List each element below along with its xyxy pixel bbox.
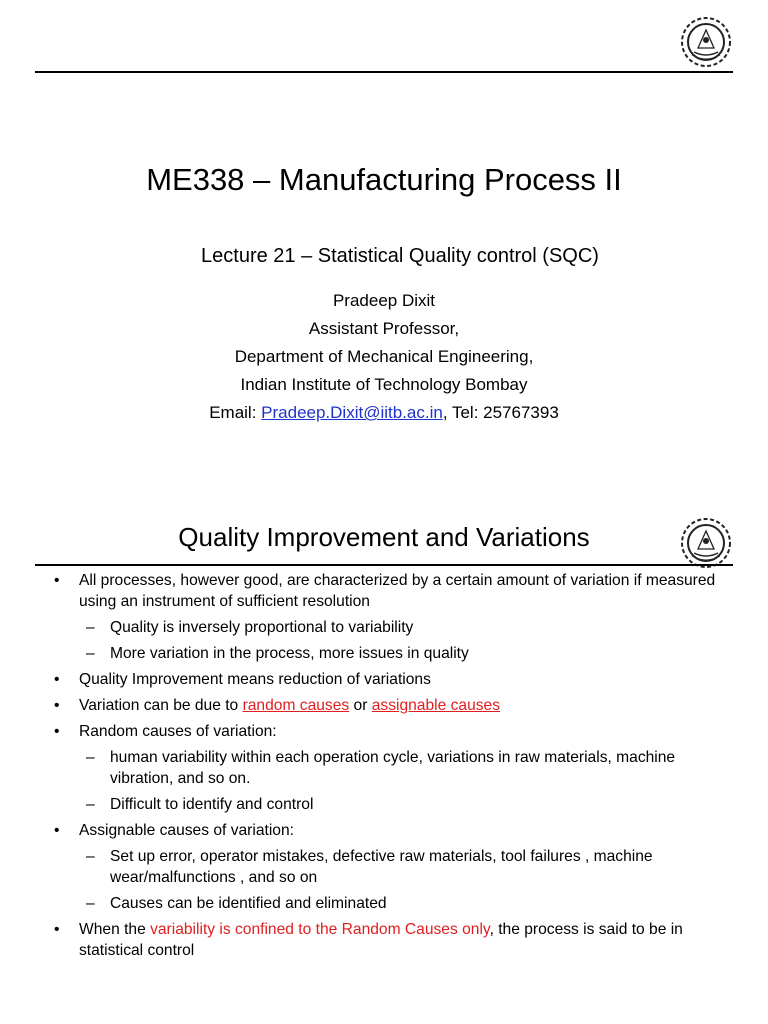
sub-bullet-item [52, 794, 732, 815]
dash-marker: – [86, 619, 95, 636]
author-name: Pradeep Dixit [332, 291, 436, 310]
bullet-item [52, 919, 732, 961]
email-link[interactable]: Pradeep.Dixit@iitb.ac.in [261, 403, 443, 422]
bullet-marker: • [54, 572, 60, 589]
bullet-marker: • [54, 697, 60, 714]
bullet-item [52, 669, 732, 690]
author-institute: Indian Institute of Technology Bombay [240, 375, 528, 394]
sub-bullet-text: Set up error, operator mistakes, defective raw materials, tool failures , machine wear/malfunctions , and so on [110, 848, 653, 886]
sub-bullet-text: Difficult to identify and control [110, 796, 314, 813]
random-causes-highlight: variability is confined to the Random Causes only [150, 921, 490, 938]
bullet-text: Quality Improvement means reduction of variations [79, 671, 431, 688]
title-rule [35, 564, 733, 566]
lecture-course-title: ME338 – Manufacturing Process II [146, 162, 622, 197]
bullet-marker: • [54, 822, 60, 839]
bullet-text: When the [79, 921, 151, 938]
bullet-text: , the process is said to be in statistical control [79, 921, 683, 959]
bullet-text: All processes, however good, are characterized by a certain amount of variation if measured using an instrument of sufficient resolution [79, 572, 716, 610]
sub-bullet-item [52, 643, 732, 664]
author-info [0, 287, 768, 427]
sub-bullet-text: human variability within each operation cycle, variations in raw materials, machine vibration, and so on. [110, 749, 676, 787]
bullet-text: Random causes of variation: [79, 723, 277, 740]
bullet-marker: • [54, 723, 60, 740]
bullet-marker: • [54, 671, 60, 688]
bullet-marker: • [54, 921, 60, 938]
dash-marker: – [86, 848, 95, 865]
bullet-text: Assignable causes of variation: [79, 822, 294, 839]
iit-bombay-logo-icon [678, 14, 734, 70]
dash-marker: – [86, 749, 95, 766]
lecture-subtitle: Lecture 21 – Statistical Quality control (SQC) [201, 245, 599, 267]
email-label: Email: [209, 403, 262, 422]
dash-marker: – [86, 645, 95, 662]
header-rule [35, 71, 733, 73]
title-slide [0, 0, 768, 505]
bullet-item [52, 570, 732, 612]
bullet-text: Variation can be due to [79, 697, 243, 714]
dash-marker: – [86, 895, 95, 912]
bullet-list [52, 570, 732, 966]
author-role: Assistant Professor, [308, 319, 460, 338]
bullet-item [52, 695, 732, 716]
sub-bullet-text: More variation in the process, more issues in quality [110, 645, 469, 662]
sub-bullet-item [52, 846, 732, 888]
contact-line [0, 399, 768, 427]
bullet-text: or [349, 697, 372, 714]
author-department: Department of Mechanical Engineering, [234, 347, 534, 366]
slide-title: Quality Improvement and Variations [178, 522, 590, 552]
bullet-item [52, 721, 732, 742]
telephone-text: , Tel: 25767393 [442, 403, 559, 422]
sub-bullet-item [52, 747, 732, 789]
dash-marker: – [86, 796, 95, 813]
sub-bullet-item [52, 893, 732, 914]
sub-bullet-text: Causes can be identified and eliminated [110, 895, 387, 912]
sub-bullet-text: Quality is inversely proportional to variability [110, 619, 414, 636]
assignable-causes-text: assignable causes [371, 697, 501, 714]
bullet-item [52, 820, 732, 841]
random-causes-text: random causes [242, 697, 350, 714]
sub-bullet-item [52, 617, 732, 638]
